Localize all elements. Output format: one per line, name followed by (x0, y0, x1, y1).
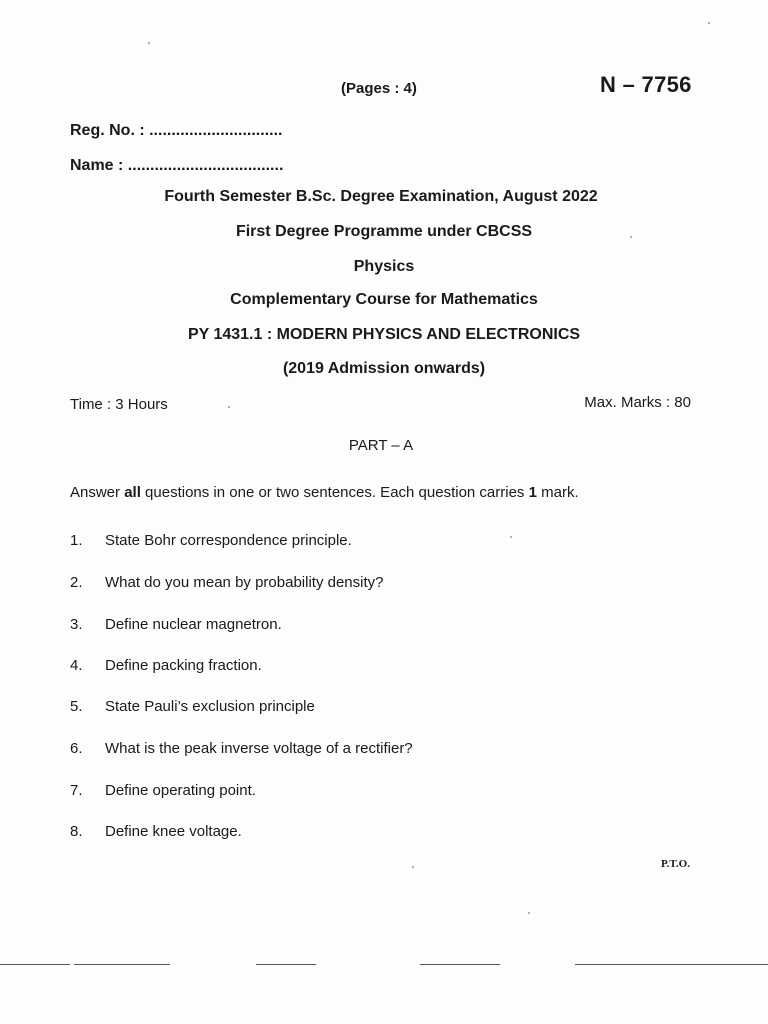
question-text: Define operating point. (105, 782, 256, 799)
instruction-bold-mark: 1 (528, 484, 537, 501)
scan-speck (148, 42, 150, 44)
instruction-middle: questions in one or two sentences. Each question carries (140, 484, 529, 501)
question-number: 4. (70, 657, 83, 674)
question-text: State Bohr correspondence principle. (105, 532, 352, 549)
scan-speck (510, 536, 512, 538)
part-heading: PART – A (348, 437, 414, 454)
instruction-text (70, 484, 579, 501)
question-item (70, 616, 282, 633)
exam-duration: Time : 3 Hours (70, 396, 168, 413)
question-number: 6. (70, 740, 83, 757)
scan-speck (630, 236, 632, 238)
scan-speck (708, 22, 710, 24)
question-number: 7. (70, 782, 83, 799)
scan-speck (412, 866, 414, 868)
question-text: What do you mean by probability density? (105, 574, 384, 591)
course-title: Complementary Course for Mathematics (230, 291, 538, 308)
question-number: 3. (70, 616, 83, 633)
question-item (70, 782, 256, 799)
question-item (70, 823, 242, 840)
scan-speck (528, 912, 530, 914)
reg-no-field: Reg. No. : .............................. (70, 122, 283, 139)
question-item (70, 698, 315, 715)
scan-speck (228, 406, 230, 408)
paper-title: PY 1431.1 : MODERN PHYSICS AND ELECTRONICS (187, 326, 581, 343)
paper-code: N – 7756 (600, 72, 692, 97)
instruction-before: Answer (70, 484, 125, 501)
exam-title: Fourth Semester B.Sc. Degree Examination, August 2022 (164, 188, 598, 205)
question-text: State Pauli’s exclusion principle (105, 698, 315, 715)
admission-note: (2019 Admission onwards) (282, 360, 486, 377)
instruction-bold-all: all (124, 484, 141, 501)
max-marks: Max. Marks : 80 (584, 394, 691, 411)
question-text: Define packing fraction. (105, 657, 262, 674)
programme-title: First Degree Programme under CBCSS (235, 223, 533, 240)
subject-title: Physics (353, 258, 415, 275)
name-field: Name : ................................... (70, 157, 284, 174)
page-count: (Pages : 4) (341, 80, 417, 97)
question-item (70, 657, 262, 674)
instruction-after: mark. (536, 484, 579, 501)
pto-mark: P.T.O. (660, 858, 690, 870)
question-text: Define knee voltage. (105, 823, 242, 840)
question-number: 2. (70, 574, 83, 591)
page-edge-line (0, 964, 768, 966)
question-text: What is the peak inverse voltage of a rectifier? (105, 740, 413, 757)
question-text: Define nuclear magnetron. (105, 616, 282, 633)
question-number: 8. (70, 823, 83, 840)
question-item (70, 574, 384, 591)
question-number: 5. (70, 698, 83, 715)
question-number: 1. (70, 532, 83, 549)
question-item (70, 532, 352, 549)
question-item (70, 740, 413, 757)
